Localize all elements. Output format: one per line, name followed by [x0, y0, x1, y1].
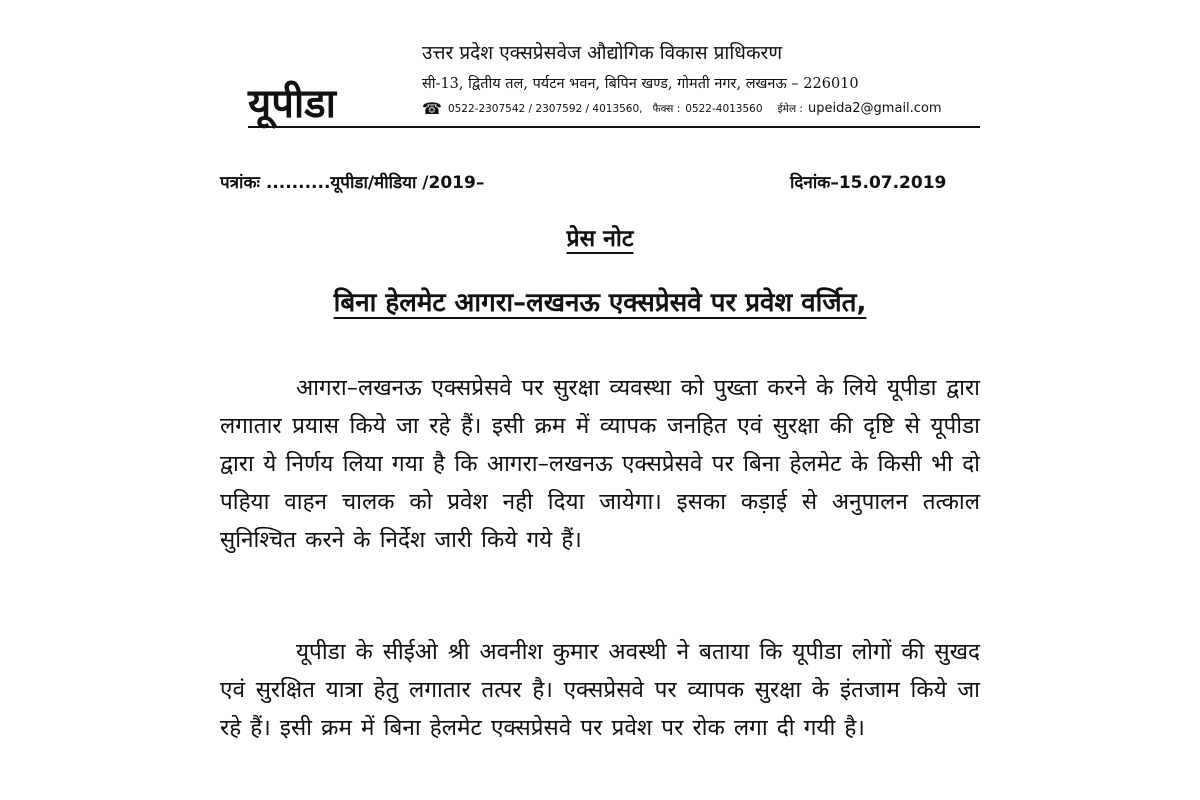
subject-text: बिना हेलमेट आगरा–लखनऊ एक्सप्रेसवे पर प्रवेश वर्जित, [333, 288, 867, 318]
brand-logo-text: यूपीडा [248, 81, 337, 127]
email-label: ईमेल : [777, 103, 803, 115]
email-address: upeida2@gmail.com [807, 101, 942, 116]
subject-heading [0, 284, 1200, 322]
organization-address: सी-13, द्वितीय तल, पर्यटन भवन, बिपिन खण्ड, गोमती नगर, लखनऊ – 226010 [422, 76, 859, 92]
organization-name: उत्तर प्रदेश एक्सप्रेसवेज औद्योगिक विकास प्राधिकरण [422, 42, 783, 64]
letterhead-divider [248, 126, 980, 128]
fax-label: फैक्स : [652, 103, 681, 115]
press-note-heading [0, 222, 1200, 256]
telephone-icon: ☎ [422, 99, 442, 118]
document-date: दिनांक–15.07.2019 [790, 173, 947, 193]
press-note-title: प्रेस नोट [566, 226, 634, 252]
body-paragraph-1: आगरा–लखनऊ एक्सप्रेसवे पर सुरक्षा व्यवस्था को पुख्ता करने के लिये यूपीडा द्वारा लगातार प्रयास किये जा रहे हैं। इसी क्रम में व्यापक जनहित एवं सुरक्षा की दृष्टि से यूपीडा द्वारा ये निर्णय लिया गया है कि आगरा–लखनऊ एक्सप्रेसवे पर बिना हेलमेट के किसी भी दो पहिया वाहन चालक को प्रवेश नही दिया जायेगा। इसका कड़ाई से अनुपालन तत्काल सुनिश्चित करने के निर्देश जारी किये गये हैं। [220, 374, 980, 553]
fax-number: 0522-4013560 [685, 103, 763, 115]
phone-numbers: 0522-2307542 / 2307592 / 4013560, [447, 103, 643, 115]
reference-number: पत्रांकः ..........यूपीडा/मीडिया /2019– [220, 173, 485, 193]
contact-details [422, 100, 942, 118]
body-paragraph-2: यूपीडा के सीईओ श्री अवनीश कुमार अवस्थी ने बताया कि यूपीडा लोगों की सुखद एवं सुरक्षित यात्रा हेतु लगातार तत्पर है। एक्सप्रेसवे पर व्यापक सुरक्षा के इंतजाम किये जा रहे हैं। इसी क्रम में बिना हेलमेट एक्सप्रेसवे पर प्रवेश पर रोक लगा दी गयी है। [220, 638, 980, 741]
